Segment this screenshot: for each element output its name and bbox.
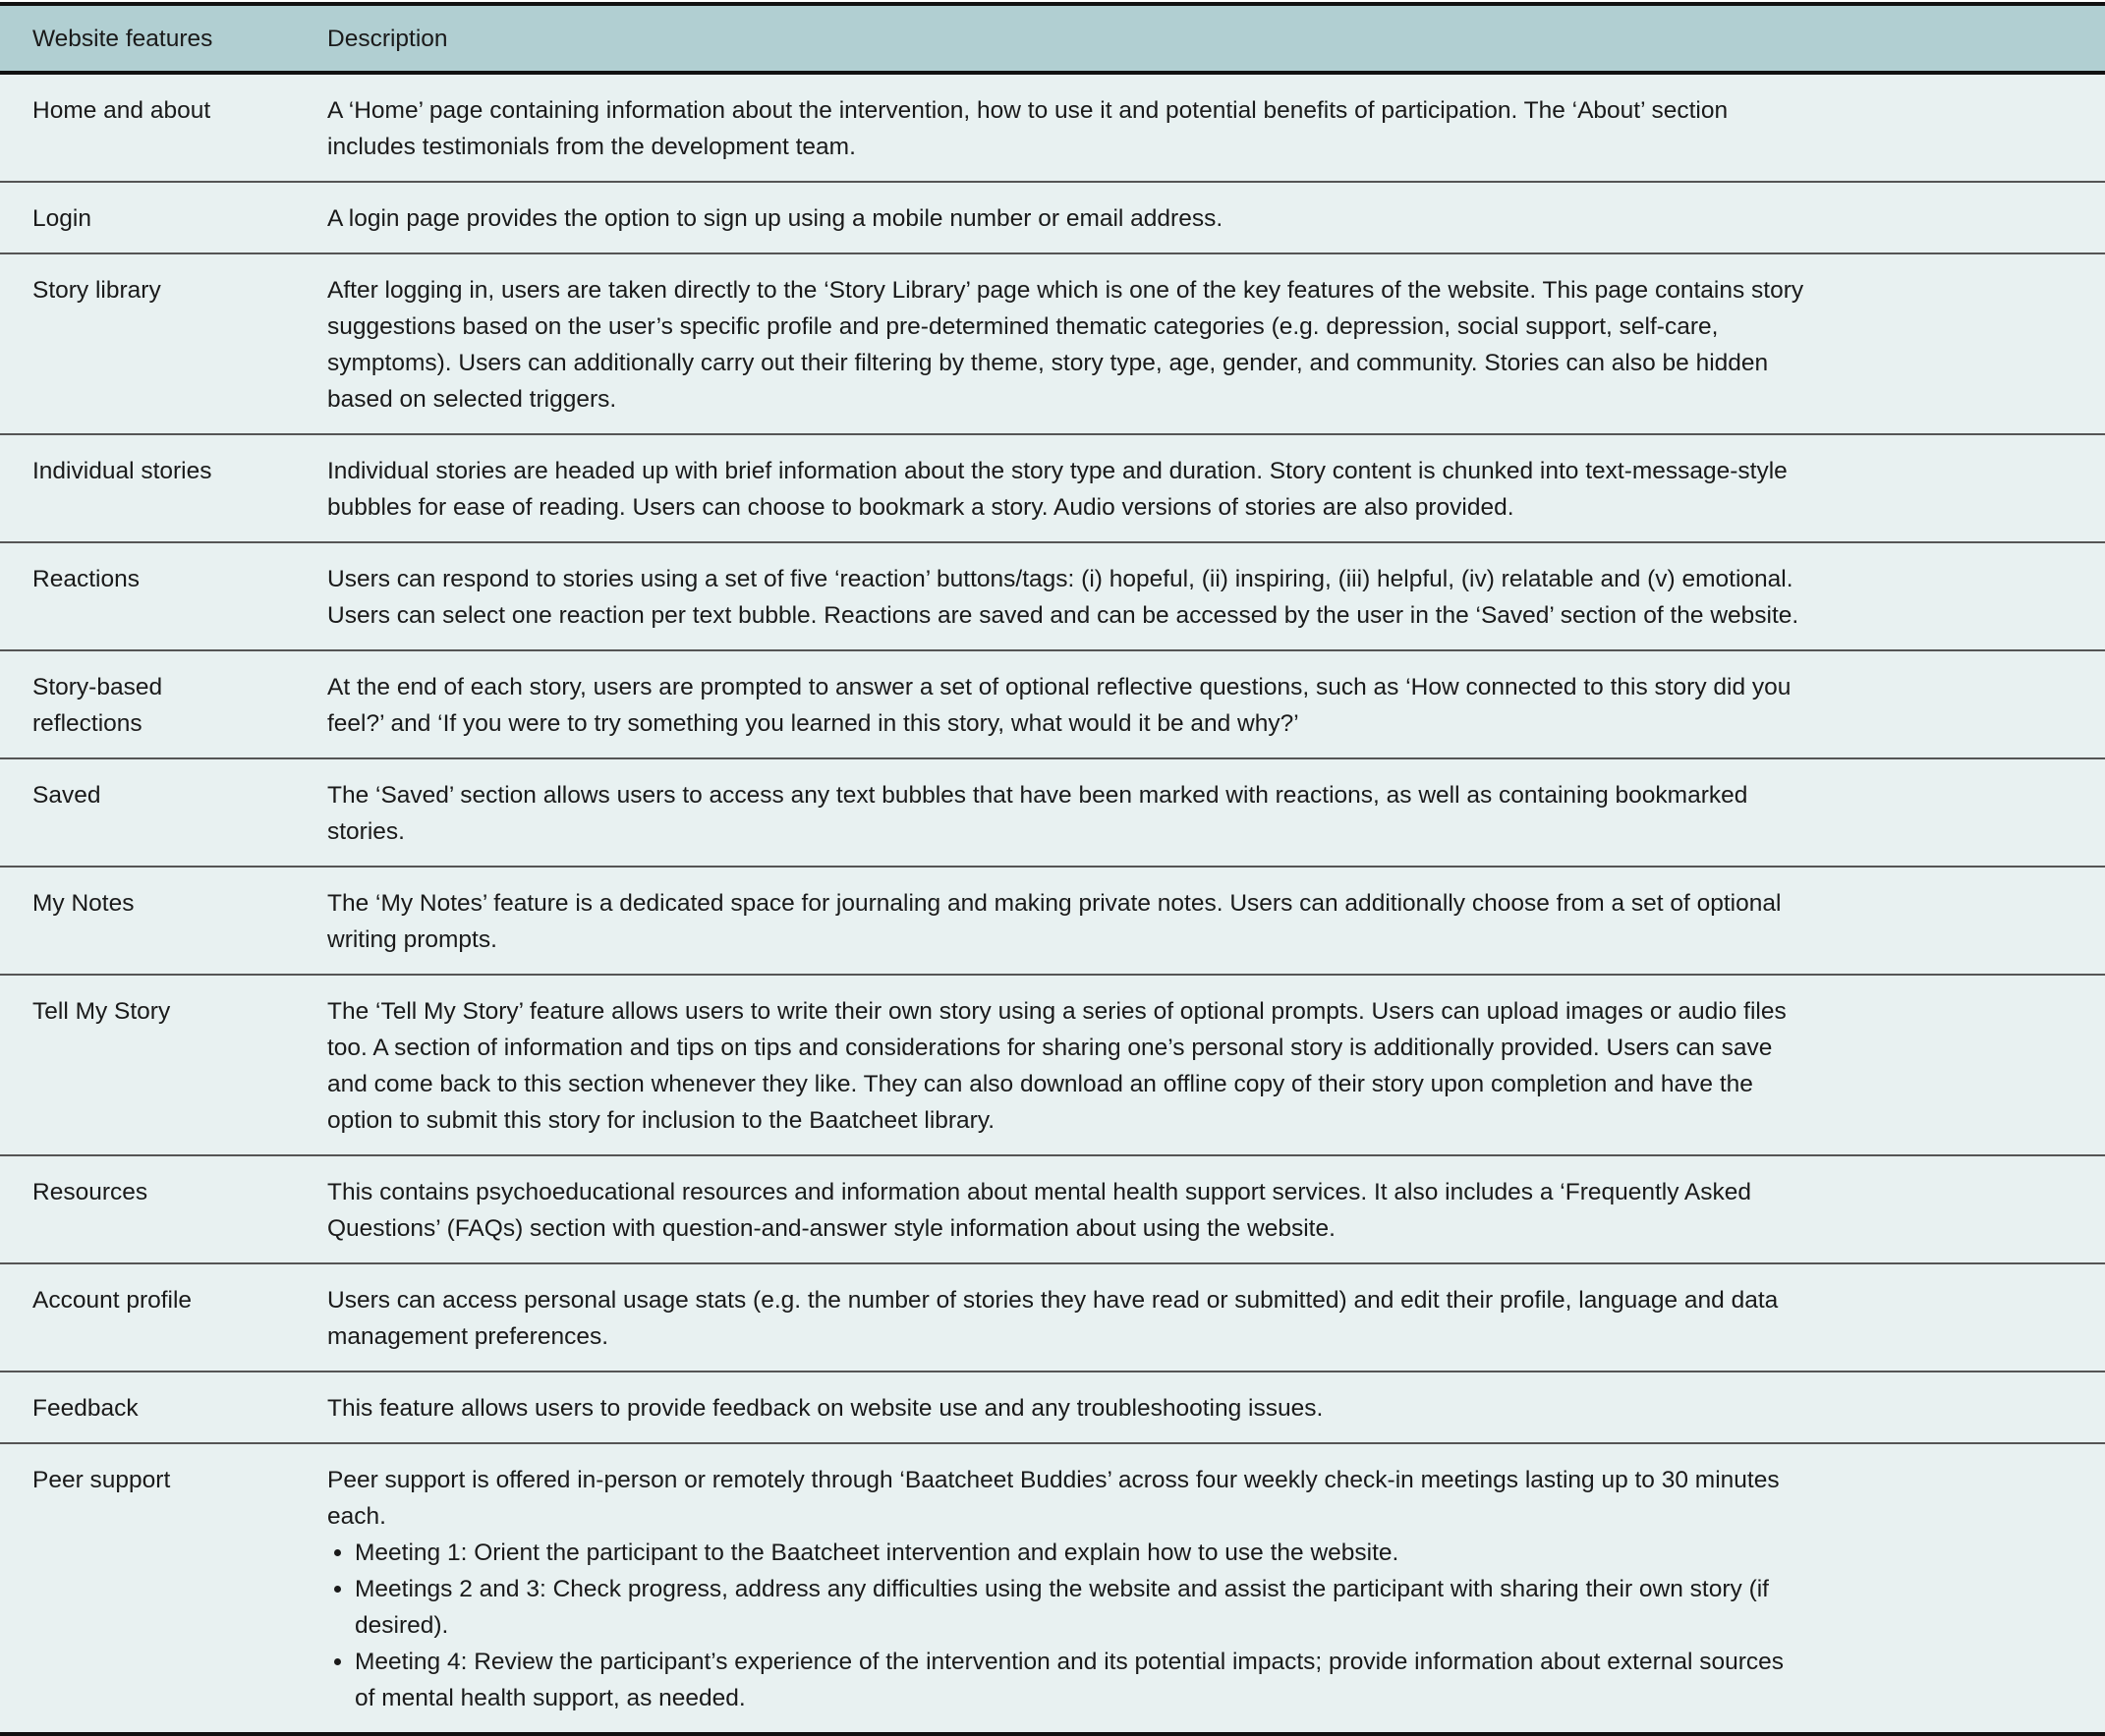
table-row bbox=[0, 434, 2105, 542]
description-cell bbox=[327, 73, 2105, 182]
feature-cell bbox=[0, 1443, 327, 1734]
feature-name-line: Tell My Story bbox=[32, 998, 171, 1025]
description-line: management preferences. bbox=[327, 1323, 608, 1350]
header-description: Description bbox=[327, 25, 448, 52]
meeting-line: of mental health support, as needed. bbox=[355, 1685, 746, 1711]
meeting-line: • Meeting 1: Orient the participant to the Baatcheet intervention and explain how to use the website. bbox=[355, 1540, 1399, 1566]
description-line: stories. bbox=[327, 818, 405, 845]
table-row bbox=[0, 1372, 2105, 1443]
table-row bbox=[0, 1263, 2105, 1372]
description-cell bbox=[327, 975, 2105, 1155]
feature-cell bbox=[0, 1372, 327, 1443]
description-cell bbox=[327, 758, 2105, 867]
description-cell bbox=[327, 182, 2105, 253]
table-row bbox=[0, 253, 2105, 434]
table-row bbox=[0, 650, 2105, 758]
description-cell bbox=[327, 1372, 2105, 1443]
description-line: The ‘My Notes’ feature is a dedicated space for journaling and making private notes. Users can additionally choose from a set of optional bbox=[327, 890, 1782, 917]
feature-cell bbox=[0, 253, 327, 434]
description-line: Peer support is offered in-person or remotely through ‘Baatcheet Buddies’ across four weekly check-in meetings lasting up to 30 minutes bbox=[327, 1467, 1780, 1493]
description-line: includes testimonials from the development team. bbox=[327, 134, 856, 160]
feature-name-line: Saved bbox=[32, 782, 101, 809]
description-cell bbox=[327, 1443, 2105, 1734]
header-website-features: Website features bbox=[32, 25, 213, 52]
meeting-line: • Meetings 2 and 3: Check progress, address any difficulties using the website and assist the participant with sharing their own story (if bbox=[355, 1576, 1769, 1602]
feature-cell bbox=[0, 1155, 327, 1263]
description-line: each. bbox=[327, 1503, 386, 1530]
description-line: A ‘Home’ page containing information about the intervention, how to use it and potential benefits of participation. The ‘About’ section bbox=[327, 97, 1729, 124]
description-line: suggestions based on the user’s specific profile and pre-determined thematic categories (e.g. depression, social support, self-care, bbox=[327, 313, 1719, 340]
feature-cell bbox=[0, 650, 327, 758]
meeting-list-item bbox=[355, 1644, 2085, 1716]
table-row bbox=[0, 758, 2105, 867]
description-line: Users can select one reaction per text bubble. Reactions are saved and can be accessed by the user in the ‘Saved’ section of the website. bbox=[327, 602, 1799, 629]
feature-name-line: Peer support bbox=[32, 1467, 171, 1493]
feature-cell bbox=[0, 542, 327, 650]
description-cell bbox=[327, 867, 2105, 975]
feature-name-line: Feedback bbox=[32, 1395, 139, 1422]
description-line: based on selected triggers. bbox=[327, 386, 617, 413]
table-row bbox=[0, 867, 2105, 975]
description-line: writing prompts. bbox=[327, 926, 497, 953]
feature-cell bbox=[0, 975, 327, 1155]
description-line: symptoms). Users can additionally carry out their filtering by theme, story type, age, gender, and community. Stories can also be hidden bbox=[327, 350, 1769, 376]
table-row bbox=[0, 182, 2105, 253]
feature-cell bbox=[0, 73, 327, 182]
description-cell bbox=[327, 1155, 2105, 1263]
description-line: Users can access personal usage stats (e.g. the number of stories they have read or submitted) and edit their profile, language and data bbox=[327, 1287, 1779, 1314]
description-cell bbox=[327, 434, 2105, 542]
meeting-list bbox=[327, 1535, 2085, 1716]
description-line: Users can respond to stories using a set of five ‘reaction’ buttons/tags: (i) hopeful, (ii) inspiring, (iii) helpful, (iv) relatable and (v) emotional. bbox=[327, 566, 1793, 592]
table-row bbox=[0, 542, 2105, 650]
description-line: This contains psychoeducational resources and information about mental health support services. It also includes a ‘Frequently Asked bbox=[327, 1179, 1752, 1205]
meeting-list-item bbox=[355, 1535, 2085, 1571]
feature-name-line: Account profile bbox=[32, 1287, 193, 1314]
description-line: The ‘Tell My Story’ feature allows users to write their own story using a series of optional prompts. Users can upload images or audio files bbox=[327, 998, 1787, 1025]
description-cell bbox=[327, 1263, 2105, 1372]
table-header-row bbox=[0, 4, 2105, 73]
description-line: Questions’ (FAQs) section with question-and-answer style information about using the website. bbox=[327, 1215, 1336, 1242]
feature-name-line: Individual stories bbox=[32, 458, 212, 484]
description-line: A login page provides the option to sign up using a mobile number or email address. bbox=[327, 205, 1223, 232]
description-cell bbox=[327, 253, 2105, 434]
description-cell bbox=[327, 542, 2105, 650]
description-cell bbox=[327, 650, 2105, 758]
description-line: feel?’ and ‘If you were to try something you learned in this story, what would it be and why?’ bbox=[327, 710, 1299, 737]
feature-cell bbox=[0, 867, 327, 975]
feature-name-line: Resources bbox=[32, 1179, 148, 1205]
meeting-line: • Meeting 4: Review the participant’s experience of the intervention and its potential impacts; provide information about external sources bbox=[355, 1649, 1785, 1675]
feature-cell bbox=[0, 182, 327, 253]
feature-name-line: Home and about bbox=[32, 97, 211, 124]
meeting-line: desired). bbox=[355, 1612, 449, 1639]
website-features-table bbox=[0, 2, 2105, 1736]
description-line: option to submit this story for inclusion to the Baatcheet library. bbox=[327, 1107, 996, 1134]
table-row bbox=[0, 1155, 2105, 1263]
description-line: and come back to this section whenever they like. They can also download an offline copy of their story upon completion and have the bbox=[327, 1071, 1753, 1097]
feature-cell bbox=[0, 434, 327, 542]
table-row bbox=[0, 73, 2105, 182]
feature-name-line: Login bbox=[32, 205, 91, 232]
feature-cell bbox=[0, 758, 327, 867]
description-line: bubbles for ease of reading. Users can choose to bookmark a story. Audio versions of stories are also provided. bbox=[327, 494, 1514, 521]
feature-name-line: My Notes bbox=[32, 890, 135, 917]
description-line: too. A section of information and tips on tips and considerations for sharing one’s personal story is additionally provided. Users can save bbox=[327, 1035, 1773, 1061]
table-body bbox=[0, 73, 2105, 1734]
description-line: This feature allows users to provide feedback on website use and any troubleshooting issues. bbox=[327, 1395, 1324, 1422]
feature-name-line: Reactions bbox=[32, 566, 140, 592]
feature-name-line: Story-based bbox=[32, 674, 163, 700]
table-row bbox=[0, 975, 2105, 1155]
meeting-list-item bbox=[355, 1571, 2085, 1644]
feature-cell bbox=[0, 1263, 327, 1372]
feature-name-line: Story library bbox=[32, 277, 161, 304]
table-row bbox=[0, 1443, 2105, 1734]
description-line: After logging in, users are taken directly to the ‘Story Library’ page which is one of the key features of the website. This page contains story bbox=[327, 277, 1804, 304]
description-line: Individual stories are headed up with brief information about the story type and duration. Story content is chunked into text-message-style bbox=[327, 458, 1788, 484]
description-line: At the end of each story, users are prompted to answer a set of optional reflective questions, such as ‘How connected to this story did you bbox=[327, 674, 1792, 700]
description-line: The ‘Saved’ section allows users to access any text bubbles that have been marked with reactions, as well as containing bookmarked bbox=[327, 782, 1748, 809]
feature-name-line: reflections bbox=[32, 710, 142, 737]
